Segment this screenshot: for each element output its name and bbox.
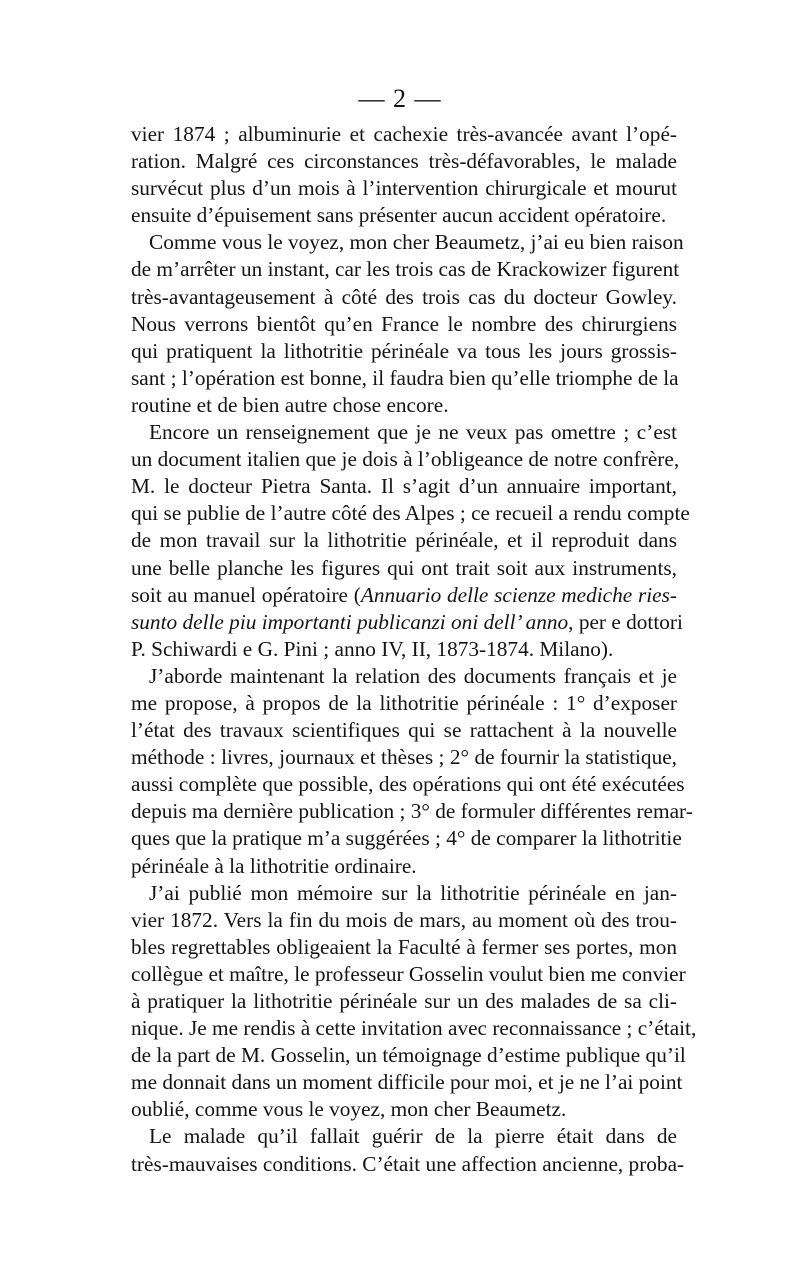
italic-citation: sunto delle piu importanti publicanzi oni dell’ anno: [131, 609, 569, 634]
text-run: aussi complète que possible, des opérations qui ont été exécutées: [131, 772, 685, 797]
text-run: oublié, comme vous le voyez, mon cher Beaumetz.: [131, 1097, 567, 1122]
text-run: routine et de bien autre chose encore.: [131, 392, 449, 417]
text-line: [131, 1151, 685, 1178]
text-run: très-mauvaises conditions. C’était une affection ancienne, proba-: [131, 1151, 685, 1176]
paragraph: [131, 880, 697, 1124]
text-line: [131, 1123, 677, 1150]
text-line: [131, 121, 677, 148]
text-line: [131, 555, 677, 582]
text-run: J’ai publié mon mémoire sur la lithotritie périnéale en jan-: [149, 880, 677, 905]
text-line: [131, 880, 677, 907]
text-line: [131, 148, 677, 175]
text-run: P. Schiwardi e G. Pini ; anno IV, II, 1873-1874. Milano).: [131, 636, 614, 661]
paragraph: [131, 663, 693, 880]
text-line: [131, 609, 683, 636]
text-line: [131, 392, 677, 419]
text-line: [131, 338, 677, 365]
text-run: depuis ma dernière publication ; 3° de formuler différentes remar-: [131, 799, 693, 824]
text-run: vier 1872. Vers la fin du mois de mars, au moment où des trou-: [131, 907, 677, 932]
paragraph: [131, 419, 690, 663]
paragraph: [131, 229, 684, 419]
text-line: [131, 1096, 677, 1123]
text-line: [131, 825, 682, 852]
text-line: [131, 527, 677, 554]
text-line: [131, 311, 677, 338]
italic-citation: Annuario delle scienze mediche ries-: [360, 582, 677, 607]
text-run: Comme vous le voyez, mon cher Beaumetz, j’ai eu bien raison: [149, 230, 684, 255]
text-run: Le malade qu’il fallait guérir de la pierre était dans de: [149, 1124, 677, 1149]
text-run: une belle planche les figures qui ont trait soit aux instruments,: [131, 555, 677, 580]
text-run: très-avantageusement à côté des trois cas du docteur Gowley.: [131, 284, 677, 309]
text-run: me propose, à propos de la lithotritie périnéale : 1° d’exposer: [131, 690, 677, 715]
paragraph: [131, 121, 677, 229]
text-run: ensuite d’épuisement sans présenter aucun accident opératoire.: [131, 203, 667, 228]
text-run: vier 1874 ; albuminurie et cachexie très-avancée avant l’opé-: [131, 122, 677, 146]
text-line: [131, 907, 677, 934]
text-run: Encore un renseignement que je ne veux pas omettre ; c’est: [149, 420, 677, 445]
text-run: ques que la pratique m’a suggérées ; 4° de comparer la lithotritie: [131, 826, 682, 851]
text-run: nique. Je me rendis à cette invitation avec reconnaissance ; c’était,: [131, 1016, 697, 1041]
text-run: l’état des travaux scientifiques qui se rattachent à la nouvelle: [131, 718, 677, 743]
text-line: [131, 663, 677, 690]
text-run: , per e dottori: [568, 609, 683, 634]
text-run: me donnait dans un moment difficile pour moi, et je ne l’ai point: [131, 1070, 683, 1095]
text-run: sant ; l’opération est bonne, il faudra bien qu’elle triomphe de la: [131, 365, 679, 390]
text-run: J’aborde maintenant la relation des documents français et je: [149, 663, 677, 688]
text-line: [131, 961, 686, 988]
text-line: [131, 988, 677, 1015]
paragraph: [131, 1123, 685, 1177]
text-line: [131, 934, 677, 961]
text-run: Nous verrons bientôt qu’en France le nombre des chirurgiens: [131, 311, 677, 336]
text-line: [131, 853, 677, 880]
text-line: [131, 690, 677, 717]
text-line: [131, 1015, 697, 1042]
text-run: bles regrettables obligeaient la Faculté à fermer ses portes, mon: [131, 934, 677, 959]
body-text: [131, 121, 697, 1178]
text-line: [131, 798, 693, 825]
text-run: de m’arrêter un instant, car les trois cas de Krackowizer figurent: [131, 257, 680, 282]
text-run: qui se publie de l’autre côté des Alpes ; ce recueil a rendu compte: [131, 501, 690, 526]
text-line: [131, 365, 677, 392]
text-line: [131, 717, 677, 744]
text-run: survécut plus d’un mois à l’intervention chirurgicale et mourut: [131, 176, 677, 201]
text-run: périnéale à la lithotritie ordinaire.: [131, 853, 417, 878]
text-line: [131, 229, 684, 256]
text-line: [131, 202, 677, 229]
text-line: [131, 771, 685, 798]
text-line: [131, 1042, 686, 1069]
text-line: [131, 500, 690, 527]
text-line: [131, 256, 680, 283]
text-run: M. le docteur Pietra Santa. Il s’agit d’un annuaire important,: [131, 474, 677, 499]
text-line: [131, 284, 677, 311]
text-line: [131, 1069, 683, 1096]
text-run: collègue et maître, le professeur Gosselin voulut bien me convier: [131, 961, 686, 986]
text-run: méthode : livres, journaux et thèses ; 2° de fournir la statistique,: [131, 745, 677, 770]
text-run: ration. Malgré ces circonstances très-défavorables, le malade: [131, 149, 677, 174]
text-run: de la part de M. Gosselin, un témoignage d’estime publique qu’il: [131, 1043, 686, 1068]
text-line: [131, 446, 680, 473]
text-run: qui pratiquent la lithotritie périnéale va tous les jours grossis-: [131, 338, 677, 363]
text-line: [131, 636, 677, 663]
text-run: à pratiquer la lithotritie périnéale sur un des malades de sa cli-: [131, 989, 677, 1013]
text-line: [131, 175, 677, 202]
text-run: soit au manuel opératoire (: [131, 582, 361, 607]
page-number: — 2 —: [358, 84, 442, 113]
text-line: [131, 419, 677, 446]
text-run: de mon travail sur la lithotritie périnéale, et il reproduit dans: [131, 528, 677, 553]
text-line: [131, 582, 677, 609]
text-line: [131, 744, 677, 771]
text-run: un document italien que je dois à l’obligeance de notre confrère,: [131, 447, 680, 472]
text-line: [131, 473, 677, 500]
